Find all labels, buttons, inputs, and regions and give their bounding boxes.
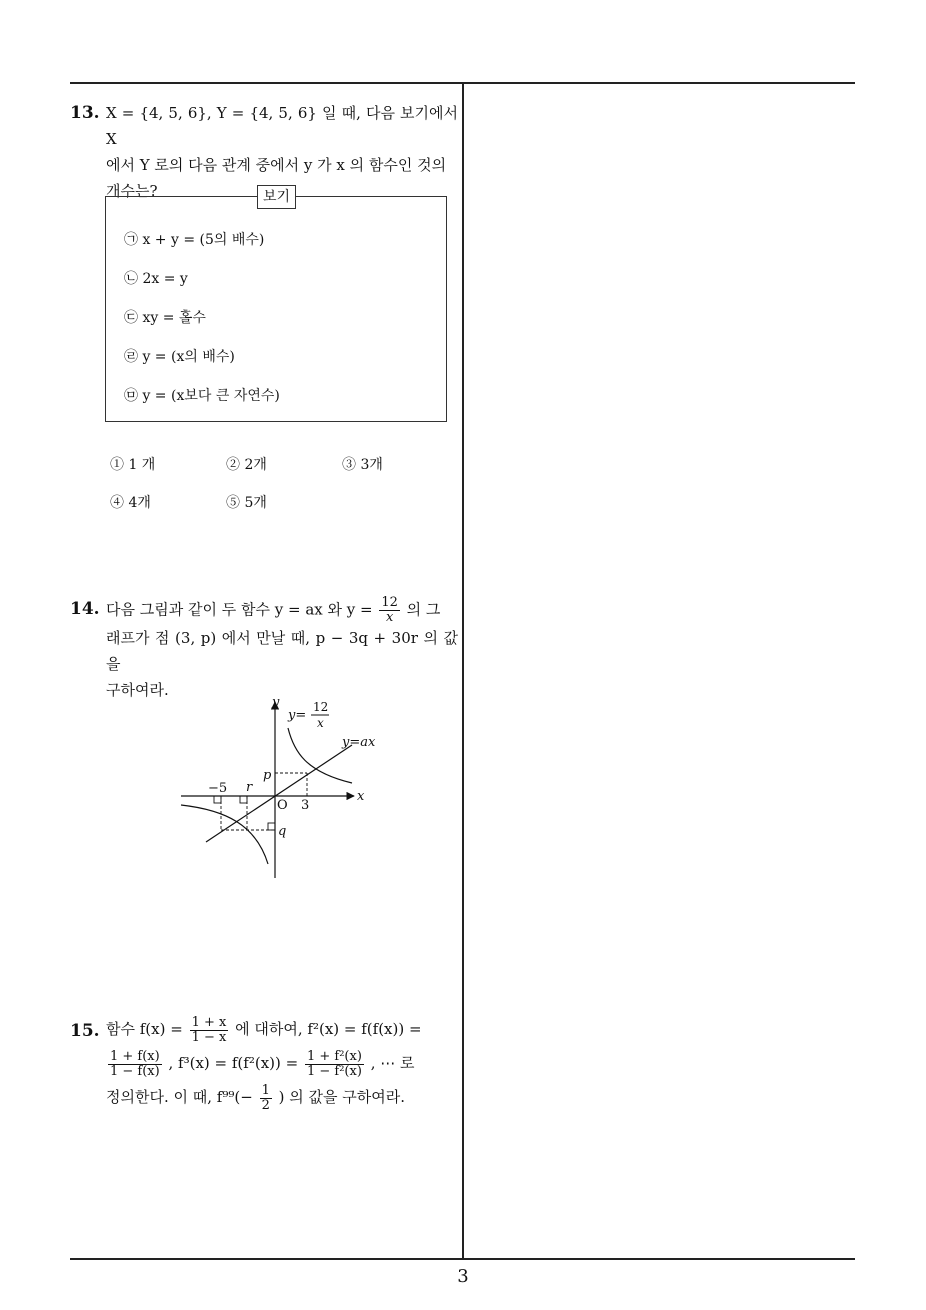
fraction: [108, 1050, 162, 1079]
bogi-item: ㉠ x + y = (5의 배수): [124, 232, 265, 248]
curve-label-denominator: x: [317, 716, 324, 730]
numerator: 1 + f²(x): [306, 1048, 362, 1064]
question-text-part: , f³(x) = f(f²(x)) =: [168, 1054, 299, 1072]
label-3: 3: [301, 798, 310, 813]
question-text: [106, 1012, 458, 1114]
answer-choice-4[interactable]: ④ 4개: [110, 495, 151, 511]
bottom-rule: [70, 1258, 855, 1260]
label-minus-5: −5: [208, 781, 228, 796]
question-line: 개수는?: [106, 182, 158, 200]
question-line: [106, 1080, 458, 1114]
denominator: x: [385, 610, 394, 625]
answer-choice-1[interactable]: ① 1 개: [110, 457, 156, 473]
question-text-part: 정의한다. 이 때, f⁹⁹(−: [106, 1088, 253, 1106]
bogi-item: ㉡ 2x = y: [124, 271, 188, 287]
label-p: p: [263, 768, 272, 783]
answer-choice-5[interactable]: ⑤ 5개: [226, 495, 267, 511]
question-line: 에서 Y 로의 다음 관계 중에서 y 가 x 의 함수인 것의: [106, 156, 447, 174]
question-line: 래프가 점 (3, p) 에서 만날 때, p − 3q + 30r 의 값을: [106, 629, 458, 673]
question-15: [70, 1012, 458, 1132]
bogi-item: ㉢ xy = 홀수: [124, 310, 206, 326]
fraction: [190, 1016, 229, 1045]
question-text-part: 함수 f(x) =: [106, 1020, 183, 1038]
fraction: [305, 1050, 364, 1079]
question-number: 13.: [70, 103, 100, 123]
question-number: 14.: [70, 599, 100, 619]
x-axis-label: x: [357, 789, 365, 804]
bogi-item: ㉤ y = (x보다 큰 자연수): [124, 388, 280, 404]
question-text-part: 의 그: [406, 600, 441, 619]
question-text-part: ) 의 값을 구하여라.: [278, 1088, 405, 1106]
denominator: 1 − f(x): [110, 1063, 160, 1079]
answer-choice-3[interactable]: ③ 3개: [342, 457, 383, 473]
question-line: [106, 1046, 458, 1080]
question-13: [70, 100, 458, 520]
curve-label-numerator: 12: [313, 700, 329, 714]
y-axis-label: y: [272, 695, 280, 710]
question-text: [106, 596, 458, 703]
denominator: 1 − f²(x): [306, 1063, 362, 1079]
denominator: 2: [261, 1097, 270, 1113]
origin-label: O: [277, 798, 288, 813]
numerator: 1 + x: [191, 1014, 227, 1030]
answer-choice-2[interactable]: ② 2개: [226, 457, 267, 473]
question-number: 15.: [70, 1021, 100, 1041]
line-label: y=ax: [342, 735, 376, 750]
point-marker: [268, 823, 275, 830]
fraction: [260, 1084, 272, 1113]
point-marker: [240, 796, 247, 803]
point-marker: [214, 796, 221, 803]
bogi-label: 보기: [257, 185, 296, 209]
question-line: 구하여라.: [106, 681, 169, 699]
numerator: 1 + f(x): [110, 1048, 160, 1064]
page-number: 3: [457, 1266, 469, 1287]
function-graph: [176, 690, 396, 890]
numerator: 1: [261, 1082, 270, 1098]
hyperbola-branch-left: [181, 805, 268, 864]
question-line: [106, 1012, 458, 1046]
curve-label: y=: [288, 708, 307, 723]
question-line: [106, 596, 458, 625]
question-line: X = {4, 5, 6}, Y = {4, 5, 6} 일 때, 다음 보기에서 X: [106, 104, 458, 148]
fraction: [379, 596, 400, 625]
bogi-item: ㉣ y = (x의 배수): [124, 349, 235, 365]
label-q: q: [278, 824, 287, 839]
label-r: r: [246, 780, 253, 795]
numerator: 12: [381, 595, 398, 610]
question-text-part: , ⋯ 로: [370, 1054, 415, 1072]
question-text-part: 다음 그림과 같이 두 함수 y = ax 와 y =: [106, 600, 373, 619]
column-divider: [462, 82, 464, 1259]
denominator: 1 − x: [191, 1029, 227, 1045]
question-text-part: 에 대하여, f²(x) = f(f(x)) =: [235, 1020, 422, 1038]
